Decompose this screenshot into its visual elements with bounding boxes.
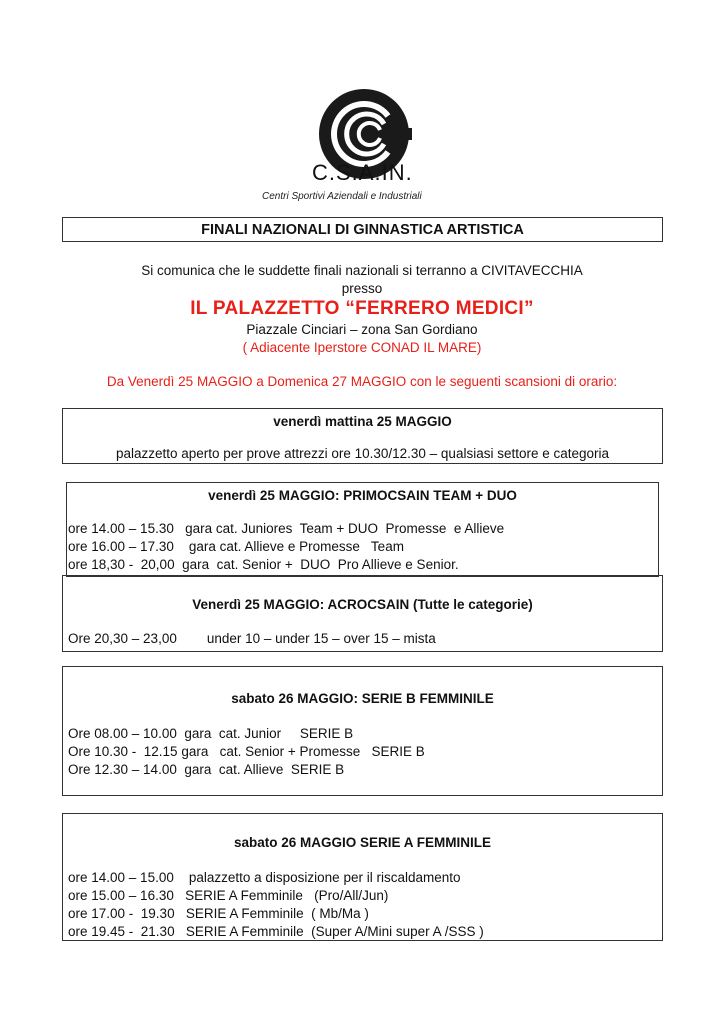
schedule-line: ore 18,30 - 20,00 gara cat. Senior + DUO Pro Allieve e Senior. bbox=[68, 557, 459, 572]
schedule-box-primocsain bbox=[66, 482, 659, 577]
schedule-line: Ore 20,30 – 23,00 under 10 – under 15 – over 15 – mista bbox=[68, 631, 436, 646]
schedule-line: Ore 10.30 - 12.15 gara cat. Senior + Promesse SERIE B bbox=[68, 744, 425, 759]
schedule-line: ore 17.00 - 19.30 SERIE A Femminile ( Mb/Ma ) bbox=[68, 906, 369, 921]
section-title: sabato 26 MAGGIO SERIE A FEMMINILE bbox=[233, 835, 492, 850]
schedule-line: ore 14.00 – 15.00 palazzetto a disposizione per il riscaldamento bbox=[68, 870, 461, 885]
schedule-box-serie-b bbox=[62, 666, 663, 796]
section-title: Venerdì 25 MAGGIO: ACROCSAIN (Tutte le categorie) bbox=[192, 597, 533, 612]
section-title: venerdì mattina 25 MAGGIO bbox=[273, 414, 452, 429]
schedule-line: ore 19.45 - 21.30 SERIE A Femminile (Super A/Mini super A /SSS ) bbox=[68, 924, 484, 939]
schedule-box-friday-morning bbox=[62, 408, 663, 464]
logo-subtitle: Centri Sportivi Aziendali e Industriali bbox=[262, 191, 422, 202]
logo-name-main: C.S.A. bbox=[312, 160, 382, 185]
venue-address: Piazzale Cinciari – zona San Gordiano bbox=[246, 322, 478, 337]
section-title: sabato 26 MAGGIO: SERIE B FEMMINILE bbox=[231, 691, 494, 706]
schedule-line: ore 15.00 – 16.30 SERIE A Femminile (Pro/All/Jun) bbox=[68, 888, 389, 903]
schedule-box-acrocsain bbox=[62, 575, 663, 652]
schedule-box-serie-a bbox=[62, 813, 663, 941]
schedule-line: palazzetto aperto per prove attrezzi ore 10.30/12.30 – qualsiasi settore e categoria bbox=[115, 446, 610, 461]
logo-name-suffix: IN. bbox=[381, 160, 413, 185]
schedule-line: Ore 08.00 – 10.00 gara cat. Junior SERIE B bbox=[68, 726, 354, 741]
schedule-line: ore 14.00 – 15.30 gara cat. Juniores Team + DUO Promesse e Allieve bbox=[68, 521, 505, 536]
venue-adjacent: ( Adiacente Iperstore CONAD IL MARE) bbox=[242, 340, 482, 355]
date-range: Da Venerdì 25 MAGGIO a Domenica 27 MAGGIO con le seguenti scansioni di orario: bbox=[106, 374, 618, 389]
intro-line: Si comunica che le suddette finali nazionali si terranno a CIVITAVECCHIA bbox=[141, 263, 583, 278]
schedule-line: ore 16.00 – 17.30 gara cat. Allieve e Promesse Team bbox=[68, 539, 404, 554]
page-title: FINALI NAZIONALI DI GINNASTICA ARTISTICA bbox=[201, 222, 524, 238]
title-box bbox=[62, 217, 663, 242]
section-title: venerdì 25 MAGGIO: PRIMOCSAIN TEAM + DUO bbox=[208, 488, 517, 503]
venue-name: IL PALAZZETTO “FERRERO MEDICI” bbox=[190, 298, 534, 319]
schedule-line: Ore 12.30 – 14.00 gara cat. Allieve SERIE B bbox=[68, 762, 345, 777]
logo-name bbox=[312, 160, 413, 186]
intro-presso: presso bbox=[341, 281, 383, 296]
